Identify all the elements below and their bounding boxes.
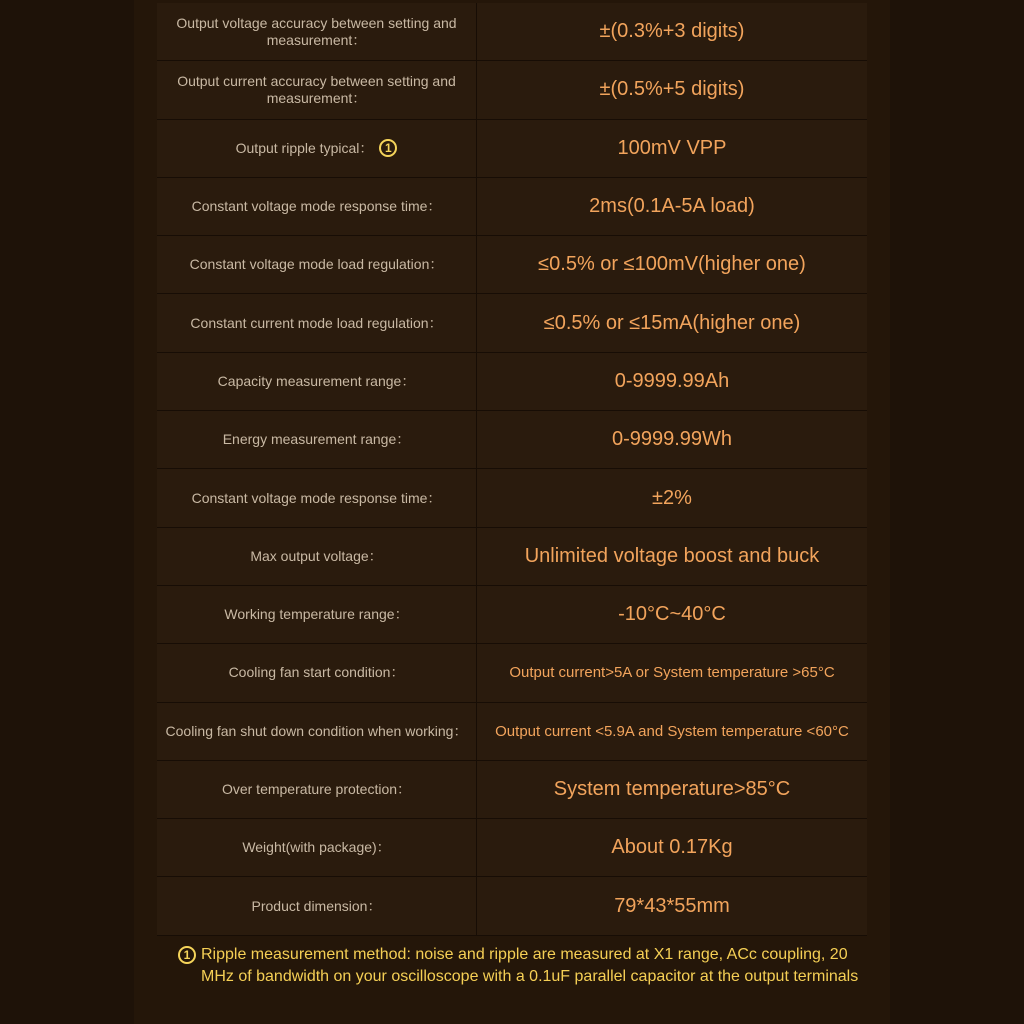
spec-label: Cooling fan start condition： [157,644,477,701]
spec-value: About 0.17Kg [477,819,867,876]
spec-value: 2ms(0.1A-5A load) [477,178,867,235]
spec-value: 79*43*55mm [477,877,867,934]
spec-value: ±(0.3%+3 digits) [477,3,867,60]
spec-label: Output voltage accuracy between setting and measurement： [157,3,477,60]
table-row [157,528,867,586]
spec-value: ±2% [477,469,867,526]
table-row [157,703,867,761]
spec-value: ≤0.5% or ≤100mV(higher one) [477,236,867,293]
spec-value: Output current>5A or System temperature >65°C [477,644,867,701]
footnote [178,944,868,988]
table-row [157,819,867,877]
spec-label: Weight(with package)： [157,819,477,876]
spec-label: Constant voltage mode load regulation： [157,236,477,293]
spec-label: Capacity measurement range： [157,353,477,410]
spec-value: Output current <5.9A and System temperature <60°C [477,703,867,760]
table-row [157,761,867,819]
spec-value: System temperature>85°C [477,761,867,818]
table-row [157,120,867,178]
spec-label: Constant voltage mode response time： [157,469,477,526]
spec-value: ≤0.5% or ≤15mA(higher one) [477,294,867,351]
spec-label: Energy measurement range： [157,411,477,468]
table-row [157,353,867,411]
spec-label-with-note [157,120,477,177]
footnote-marker-icon: 1 [178,946,196,964]
spec-label: Output current accuracy between setting and measurement： [157,61,477,118]
spec-label: Working temperature range： [157,586,477,643]
footnote-text: Ripple measurement method: noise and ripple are measured at X1 range, ACc coupling, 20 MHz of bandwidth on your oscilloscope with a 0.1uF parallel capacitor at the output terminals [201,946,859,985]
spec-value: ±(0.5%+5 digits) [477,61,867,118]
spec-label: Cooling fan shut down condition when working： [157,703,477,760]
table-row [157,877,867,935]
footnote-marker-icon: 1 [379,139,397,157]
spec-label: Constant current mode load regulation： [157,294,477,351]
table-row [157,3,867,61]
table-row [157,61,867,119]
table-row [157,644,867,702]
table-row [157,586,867,644]
spec-value: Unlimited voltage boost and buck [477,528,867,585]
table-row [157,294,867,352]
spec-value: 0-9999.99Wh [477,411,867,468]
spec-label: Max output voltage： [157,528,477,585]
table-row [157,469,867,527]
spec-table [157,3,867,936]
table-row [157,411,867,469]
spec-value: 100mV VPP [477,120,867,177]
table-row [157,178,867,236]
spec-label: Product dimension： [157,877,477,934]
spec-value: 0-9999.99Ah [477,353,867,410]
spec-value: -10°C~40°C [477,586,867,643]
spec-label-text: Output ripple typical： [235,139,374,156]
table-row [157,236,867,294]
spec-label: Constant voltage mode response time： [157,178,477,235]
spec-label: Over temperature protection： [157,761,477,818]
